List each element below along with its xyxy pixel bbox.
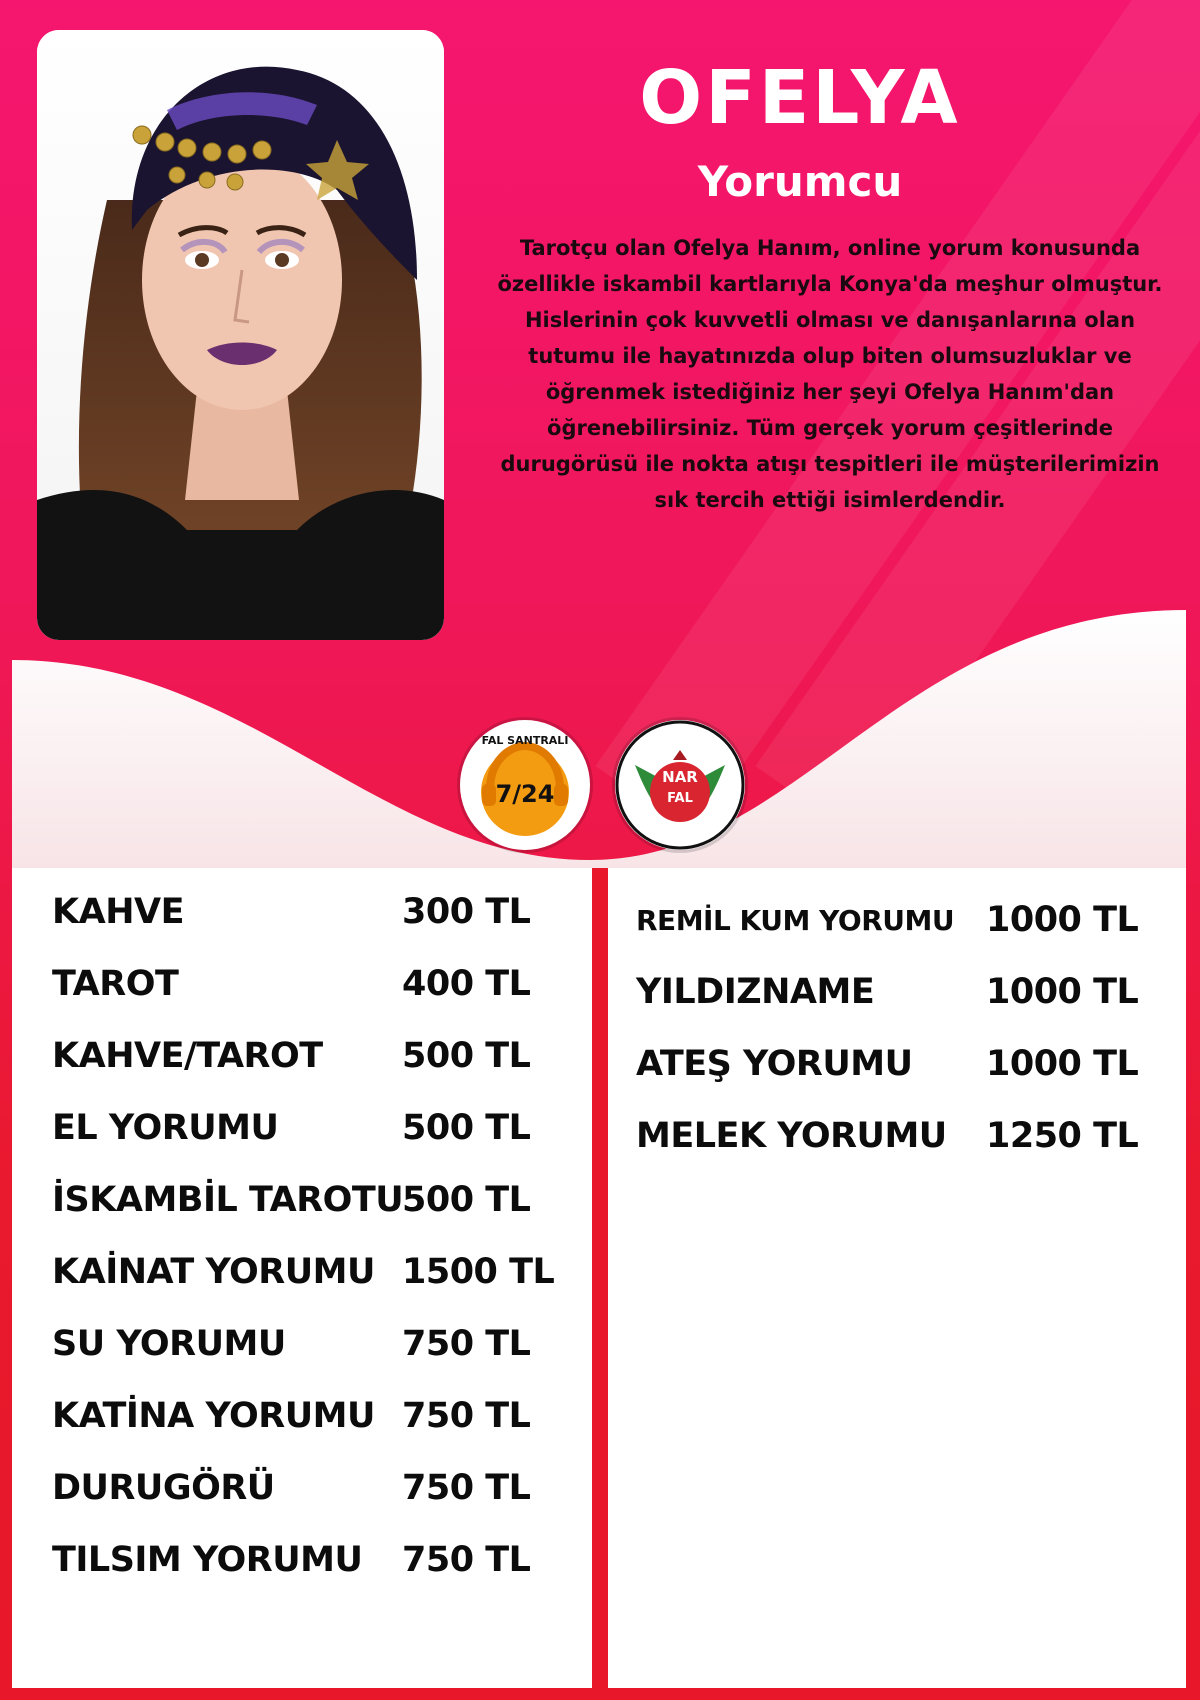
- service-name: İSKAMBİL TAROTU: [52, 1180, 404, 1220]
- price-row: [636, 1114, 1176, 1158]
- price-row: [52, 1466, 562, 1510]
- price-row: [52, 1034, 562, 1078]
- service-price: 500 TL: [402, 1180, 531, 1220]
- price-row: [52, 1106, 562, 1150]
- service-price: 500 TL: [402, 1108, 531, 1148]
- reader-role: Yorumcu: [697, 157, 903, 206]
- price-row: [636, 1042, 1176, 1086]
- service-price: 1000 TL: [986, 1044, 1139, 1084]
- service-price: 750 TL: [402, 1324, 531, 1364]
- service-name: SU YORUMU: [52, 1324, 286, 1364]
- portrait-illustration: [37, 30, 444, 640]
- service-name: DURUGÖRÜ: [52, 1468, 275, 1508]
- price-row: [52, 890, 562, 934]
- service-name: KAHVE/TAROT: [52, 1036, 323, 1076]
- portrait-photo: [37, 30, 444, 640]
- service-name: TILSIM YORUMU: [52, 1540, 363, 1580]
- price-row: [52, 1394, 562, 1438]
- service-name: EL YORUMU: [52, 1108, 279, 1148]
- service-price: 1000 TL: [986, 900, 1139, 940]
- service-price: 300 TL: [402, 892, 531, 932]
- service-name: TAROT: [52, 964, 179, 1004]
- service-price: 400 TL: [402, 964, 531, 1004]
- price-row: [636, 970, 1176, 1014]
- reader-bio: Tarotçu olan Ofelya Hanım, online yorum konusunda özellikle iskambil kartlarıyla Konya'da meşhur olmuştur. Hislerinin çok kuvvetli olması ve danışanlarına olan tutumu ile hayatınızda olup biten olumsuzluklar ve öğrenmek istediğiniz her şeyi Ofelya Hanım'dan öğrenebilirsiniz. Tüm gerçek yorum çeşitlerinde durugörüsü ile nokta atışı tespitleri ile müşterilerimizin sık tercih ettiği isimlerdendir.: [497, 236, 1163, 512]
- nar-fal-line1: NAR: [662, 768, 698, 786]
- fal-santrali-hours: 7/24: [495, 780, 555, 808]
- service-price: 500 TL: [402, 1036, 531, 1076]
- service-name: MELEK YORUMU: [636, 1116, 947, 1156]
- price-row: [52, 962, 562, 1006]
- service-price: 1250 TL: [986, 1116, 1139, 1156]
- service-name: KATİNA YORUMU: [52, 1396, 375, 1436]
- service-price: 750 TL: [402, 1396, 531, 1436]
- price-row: [52, 1178, 562, 1222]
- price-row: [52, 1250, 562, 1294]
- nar-fal-line2: FAL: [667, 791, 693, 806]
- fal-santrali-title: FAL SANTRALİ: [481, 734, 569, 747]
- price-row: [52, 1538, 562, 1582]
- service-price: 750 TL: [402, 1540, 531, 1580]
- service-price: 1500 TL: [402, 1252, 555, 1292]
- curved-wave: [0, 600, 1200, 880]
- service-name: ATEŞ YORUMU: [636, 1044, 913, 1084]
- price-row: [636, 898, 1176, 942]
- nar-fal-logo: [615, 720, 745, 850]
- reader-name: OFELYA: [639, 55, 961, 141]
- panel-divider: [592, 868, 608, 1700]
- service-name: KAHVE: [52, 892, 184, 932]
- service-name: YILDIZNAME: [636, 972, 875, 1012]
- price-row: [52, 1322, 562, 1366]
- service-price: 750 TL: [402, 1468, 531, 1508]
- service-name: REMİL KUM YORUMU: [636, 903, 955, 937]
- fal-santrali-logo: [460, 720, 590, 850]
- service-name: KAİNAT YORUMU: [52, 1252, 375, 1292]
- service-price: 1000 TL: [986, 972, 1139, 1012]
